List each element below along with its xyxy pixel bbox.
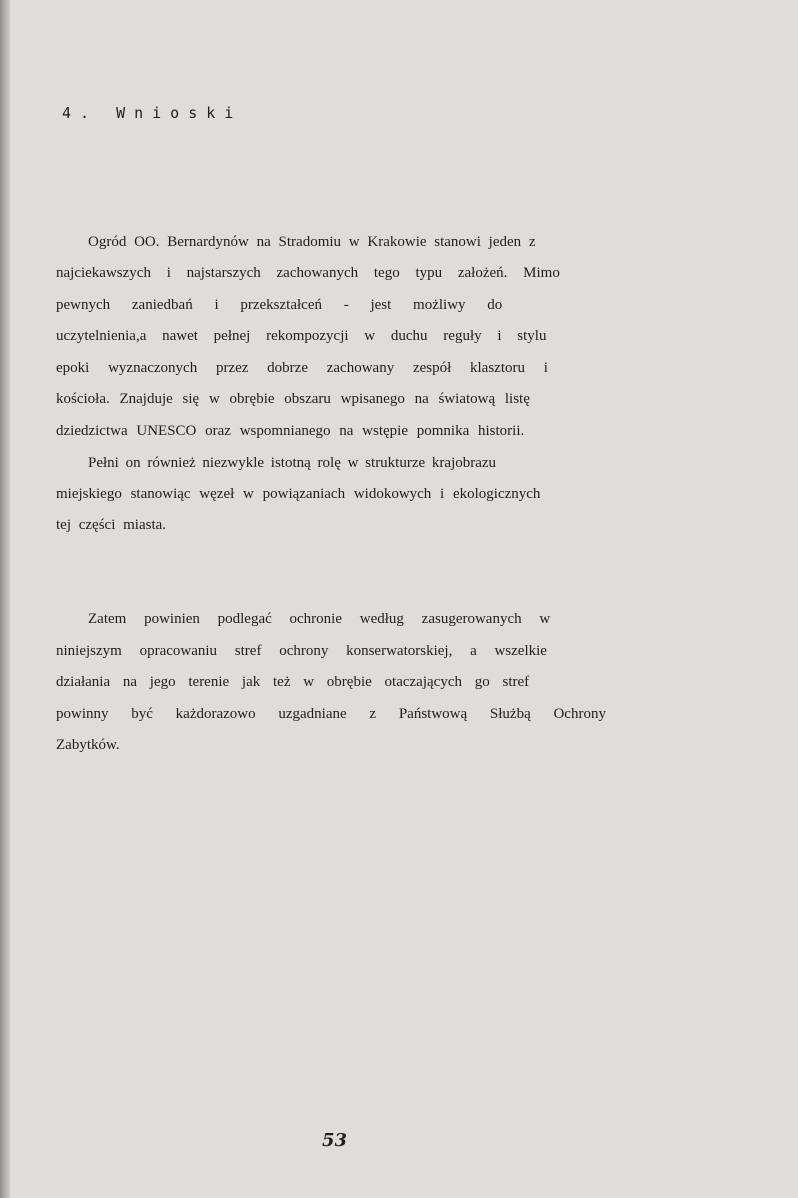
section-heading: 4. Wnioski [62, 104, 243, 122]
paragraph-1-line-2: najciekawszych i najstarszych zachowanych tego typu założeń. Mimo [56, 265, 560, 281]
paragraph-2-line-3: tej części miasta. [56, 517, 167, 533]
paragraph-3-line-4: powinny być każdorazowo uzgadniane z Państwową Służbą Ochrony [56, 706, 606, 722]
page-number: 53 [322, 1130, 348, 1151]
paragraph-1-line-5: epoki wyznaczonych przez dobrze zachowany zespół klasztoru i [56, 360, 548, 376]
paragraph-2-line-1: Pełni on również niezwykle istotną rolę w strukturze krajobrazu [88, 455, 497, 471]
paragraph-2-line-2: miejskiego stanowiąc węzeł w powiązaniach widokowych i ekologicznych [56, 486, 541, 502]
paragraph-1-line-1: Ogród OO. Bernardynów na Stradomiu w Krakowie stanowi jeden z [88, 234, 536, 250]
paragraph-3-line-3: działania na jego terenie jak też w obrębie otaczających go stref [56, 674, 530, 690]
paragraph-3-line-2: niniejszym opracowaniu stref ochrony konserwatorskiej, a wszelkie [56, 643, 547, 659]
paragraph-1-line-4: uczytelnienia,a nawet pełnej rekompozycji w duchu reguły i stylu [56, 328, 547, 344]
paragraph-1-line-7: dziedzictwa UNESCO oraz wspomnianego na wstępie pomnika historii. [56, 423, 525, 439]
paragraph-1-line-6: kościoła. Znajduje się w obrębie obszaru wpisanego na światową listę [56, 391, 530, 407]
paragraph-1-line-3: pewnych zaniedbań i przekształceń - jest możliwy do [56, 297, 503, 313]
paragraph-3-line-1: Zatem powinien podlegać ochronie według zasugerowanych w [88, 611, 551, 627]
page-binding-edge [0, 0, 10, 1198]
paragraph-3-line-5: Zabytków. [56, 737, 120, 753]
